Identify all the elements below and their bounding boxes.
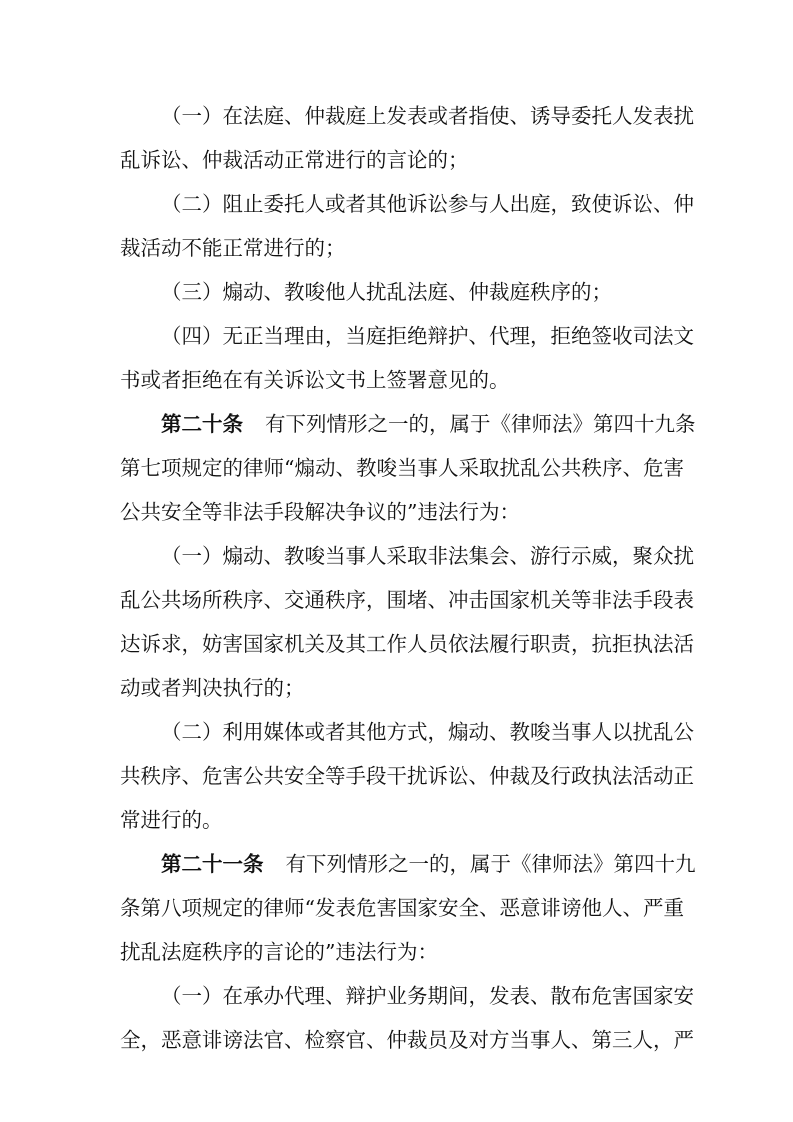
paragraph-1-line-1: （一）在法庭、仲裁庭上发表或者指使、诱导委托人发表扰 bbox=[161, 104, 694, 128]
article-20-item-2-line-1: （二）利用媒体或者其他方式，煽动、教唆当事人以扰乱公 bbox=[161, 720, 694, 744]
article-20-text: 有下列情形之一的，属于《律师法》第四十九条 bbox=[265, 412, 696, 436]
article-21-item-1-line-2: 全，恶意诽谤法官、检察官、仲裁员及对方当事人、第三人，严 bbox=[120, 1028, 694, 1052]
article-20-item-2-line-3: 常进行的。 bbox=[120, 808, 223, 832]
article-21-text: 有下列情形之一的，属于《律师法》第四十九 bbox=[285, 852, 696, 876]
article-20-item-1-line-1: （一）煽动、教唆当事人采取非法集会、游行示威，聚众扰 bbox=[161, 544, 694, 568]
paragraph-2-line-1: （二）阻止委托人或者其他诉讼参与人出庭，致使诉讼、仲 bbox=[161, 192, 694, 216]
paragraph-2-line-2: 裁活动不能正常进行的； bbox=[120, 236, 346, 260]
article-20-item-1-line-2: 乱公共场所秩序、交通秩序，围堵、冲击国家机关等非法手段表 bbox=[120, 588, 694, 612]
article-21-line-1 bbox=[161, 849, 696, 879]
paragraph-4-line-1: （四）无正当理由，当庭拒绝辩护、代理，拒绝签收司法文 bbox=[161, 324, 694, 348]
article-20-item-2-line-2: 共秩序、危害公共安全等手段干扰诉讼、仲裁及行政执法活动正 bbox=[120, 764, 694, 788]
article-20-item-1-line-3: 达诉求，妨害国家机关及其工作人员依法履行职责，抗拒执法活 bbox=[120, 632, 694, 656]
article-20-label: 第二十条 bbox=[161, 412, 243, 436]
article-20-line-1 bbox=[161, 409, 696, 439]
article-20-item-1-line-4: 动或者判决执行的； bbox=[120, 676, 305, 700]
paragraph-3-line-1: （三）煽动、教唆他人扰乱法庭、仲裁庭秩序的； bbox=[161, 280, 612, 304]
article-20-line-3: 公共安全等非法手段解决争议的”违法行为： bbox=[120, 500, 520, 524]
article-21-line-2: 条第八项规定的律师“发表危害国家安全、恶意诽谤他人、严重 bbox=[120, 896, 684, 920]
article-21-item-1-line-1: （一）在承办代理、辩护业务期间，发表、散布危害国家安 bbox=[161, 984, 694, 1008]
paragraph-4-line-2: 书或者拒绝在有关诉讼文书上签署意见的。 bbox=[120, 368, 510, 392]
article-21-line-3: 扰乱法庭秩序的言论的”违法行为： bbox=[120, 940, 438, 964]
paragraph-1-line-2: 乱诉讼、仲裁活动正常进行的言论的； bbox=[120, 148, 469, 172]
article-21-label: 第二十一条 bbox=[161, 852, 264, 876]
article-20-line-2: 第七项规定的律师“煽动、教唆当事人采取扰乱公共秩序、危害 bbox=[120, 456, 684, 480]
